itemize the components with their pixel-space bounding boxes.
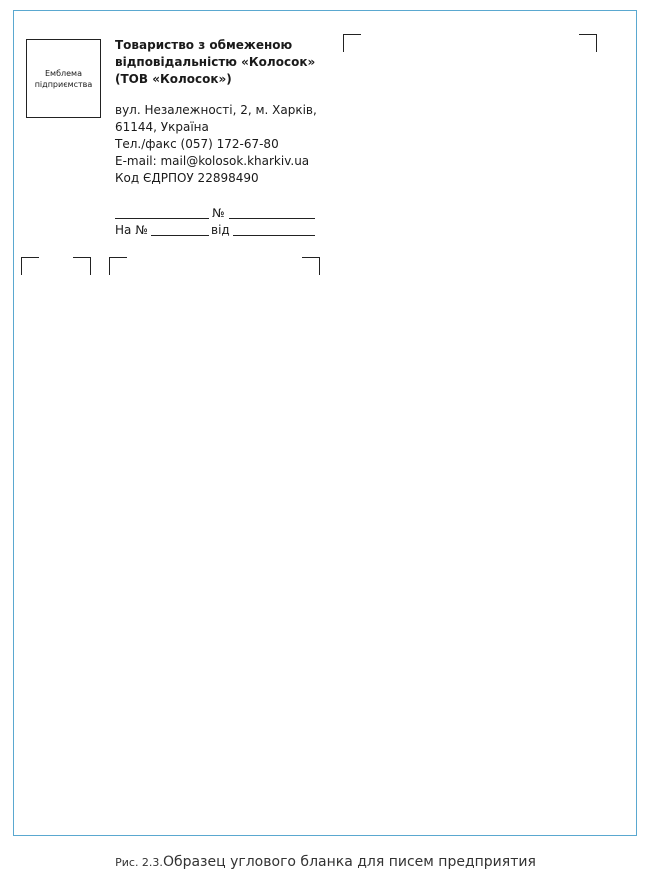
company-emblem-placeholder — [26, 39, 101, 118]
address-postal: 61144, Україна — [115, 120, 209, 134]
address-email: E-mail: mail@kolosok.kharkiv.ua — [115, 154, 310, 168]
addressee-corner-top-left-mark — [343, 34, 361, 52]
outgoing-registration-line — [115, 205, 325, 221]
reply-number-blank[interactable] — [151, 235, 209, 236]
addressee-corner-top-right-mark — [579, 34, 597, 52]
reply-registration-line — [115, 222, 325, 238]
address-code: Код ЄДРПОУ 22898490 — [115, 171, 259, 185]
title-corner-top-left-mark — [21, 257, 39, 275]
outgoing-number-blank[interactable] — [229, 218, 315, 219]
address-phone: Тел./факс (057) 172-67-80 — [115, 137, 279, 151]
reply-date-word: від — [211, 223, 230, 237]
figure-caption — [0, 851, 651, 870]
subject-corner-top-left-mark — [109, 257, 127, 275]
outgoing-number-sign: № — [212, 206, 225, 220]
subject-corner-top-right-mark — [302, 257, 320, 275]
title-corner-top-right-mark — [73, 257, 91, 275]
company-name: Товариство з обмеженою відповідальністю «Колосок» (ТОВ «Колосок») — [115, 38, 316, 86]
figure-caption-number: Рис. 2.3. — [115, 856, 163, 869]
reply-date-blank[interactable] — [233, 235, 315, 236]
figure-caption-text: Образец углового бланка для писем предприятия — [162, 854, 536, 870]
emblem-label: Емблема підприємства — [34, 68, 93, 89]
outgoing-date-blank[interactable] — [115, 218, 209, 219]
address-street: вул. Незалежності, 2, м. Харків, — [115, 103, 317, 117]
reply-number-prefix: На № — [115, 223, 148, 237]
company-address-block — [115, 102, 345, 187]
